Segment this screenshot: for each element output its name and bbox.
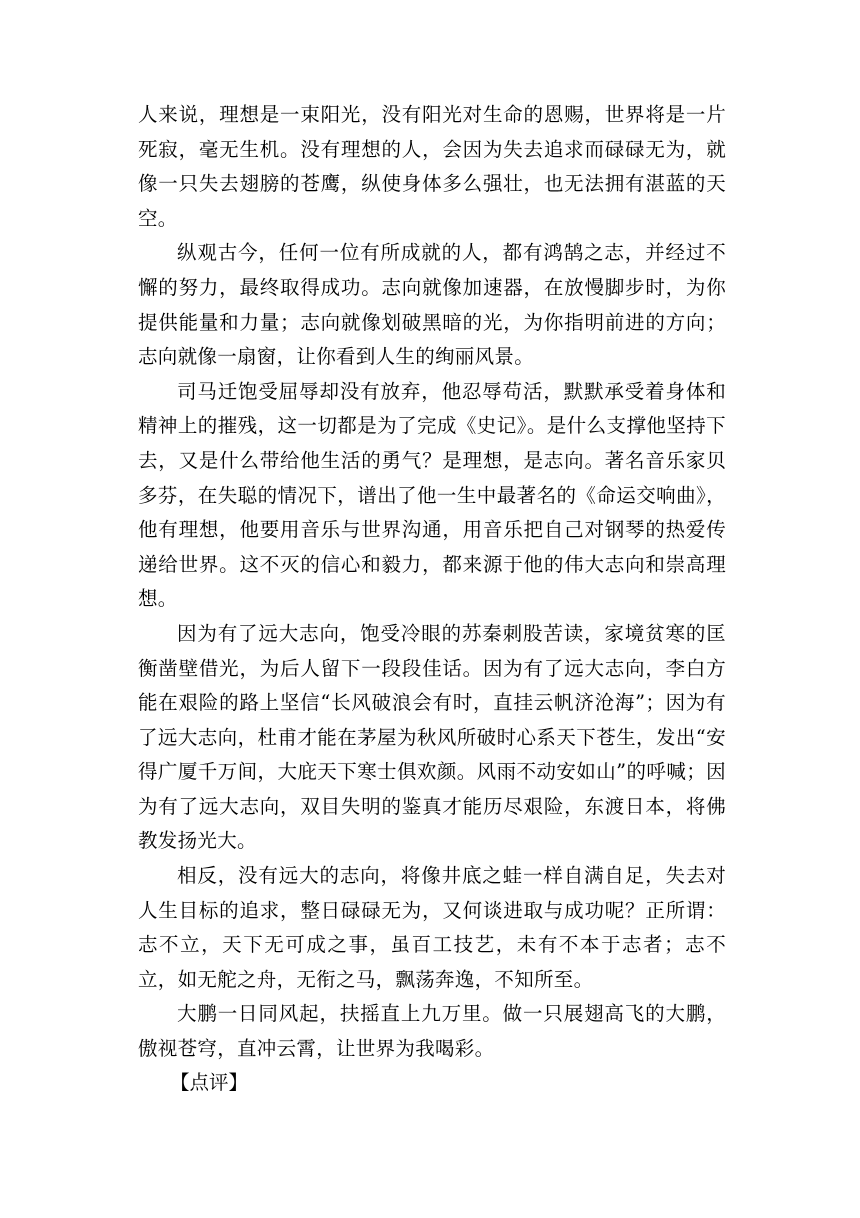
paragraph-historical-examples: 因为有了远大志向，饱受冷眼的苏秦刺股苦读，家境贫寒的匡衡凿壁借光，为后人留下一段段佳话。因为有了远大志向，李白方能在艰险的路上坚信“长风破浪会有时，直挂云帆济沧海”；因为有了远大志向，杜甫才能在茅屋为秋风所破时心系天下苍生，发出“安得广厦千万间，大庇天下寒士俱欢颜。风雨不动安如山”的呼喊；因为有了远大志向，双目失明的鉴真才能历尽艰险，东渡日本，将佛教发扬光大。 xyxy=(138,621,726,853)
paragraph-without-ambition: 相反，没有远大的志向，将像井底之蛙一样自满自足，失去对人生目标的追求，整日碌碌无为，又何谈进取与成功呢？正所谓：志不立，天下无可成之事，虽百工技艺，未有不本于志者；志不立，如无舵之舟，无衔之马，飘荡奔逸，不知所至。 xyxy=(138,864,726,991)
paragraph-ideal-sunlight: 人来说，理想是一束阳光，没有阳光对生命的恩赐，世界将是一片死寂，毫无生机。没有理想的人，会因为失去追求而碌碌无为，就像一只失去翅膀的苍鹰，纵使身体多么强壮，也无法拥有湛蓝的天空。 xyxy=(138,103,726,230)
review-heading: 【点评】 xyxy=(170,1071,249,1094)
paragraph-conclusion: 大鹏一日同风起，扶摇直上九万里。做一只展翅高飞的大鹏，傲视苍穹，直冲云霄，让世界为我喝彩。 xyxy=(138,1002,726,1061)
paragraph-sima-qian-beethoven: 司马迁饱受屈辱却没有放弃，他忍辱苟活，默默承受着身体和精神上的摧残，这一切都是为了完成《史记》。是什么支撑他坚持下去，又是什么带给他生活的勇气？是理想，是志向。著名音乐家贝多芬，在失聪的情况下，谱出了他一生中最著名的《命运交响曲》，他有理想，他要用音乐与世界沟通，用音乐把自己对钢琴的热爱传递给世界。这不灭的信心和毅力，都来源于他的伟大志向和崇高理想。 xyxy=(138,379,726,611)
essay-body xyxy=(138,98,726,1067)
paragraph-ancient-ambition: 纵观古今，任何一位有所成就的人，都有鸿鹄之志，并经过不懈的努力，最终取得成功。志向就像加速器，在放慢脚步时，为你提供能量和力量；志向就像划破黑暗的光，为你指明前进的方向；志向就像一扇窗，让你看到人生的绚丽风景。 xyxy=(138,241,726,369)
